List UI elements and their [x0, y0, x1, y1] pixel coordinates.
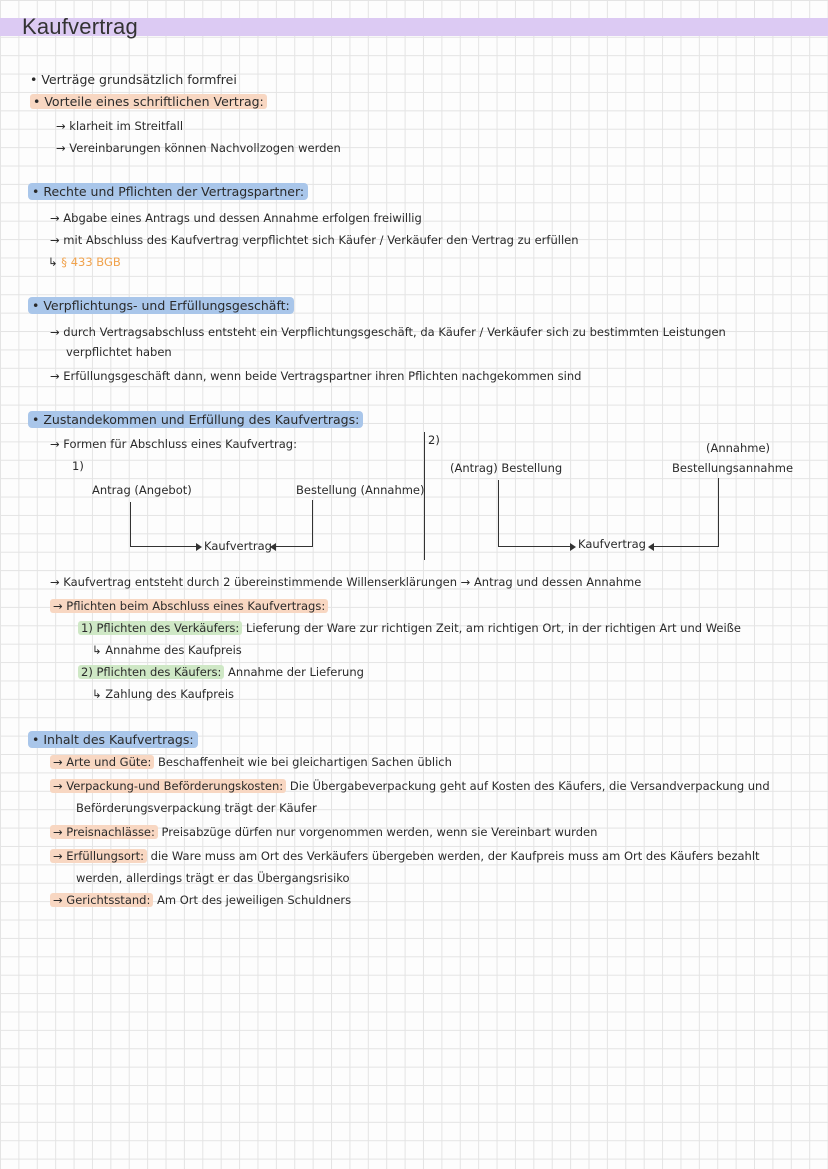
line-vertragsabschluss: → durch Vertragsabschluss entsteht ein Verpflichtungsgeschäft, da Käufer / Verkäufer sich zu bestimmten Leistungen	[50, 325, 726, 339]
diagram1-kaufvertrag: Kaufvertrag	[204, 539, 272, 553]
erfuellungsort-label: → Erfüllungsort:	[50, 849, 147, 863]
bullet-formfrei: • Verträge grundsätzlich formfrei	[30, 72, 237, 87]
preisnachlaesse-label: → Preisnachlässe:	[50, 825, 158, 839]
diagram2-bestellung: (Antrag) Bestellung	[450, 461, 563, 475]
line-freiwillig: → Abgabe eines Antrags und dessen Annahme erfolgen freiwillig	[50, 211, 422, 225]
line-pflichten-heading	[50, 598, 328, 614]
page-title: Kaufvertrag	[22, 14, 138, 39]
row-verpackung	[50, 778, 770, 794]
section-verpflichtungsgeschaeft	[28, 298, 294, 314]
row-erfuellungsort-cont: werden, allerdings trägt er das Übergangsrisiko	[76, 871, 350, 885]
diagram2-left-line	[498, 480, 499, 546]
diagram2-right-line	[718, 478, 719, 547]
diagram1-arrow-left-icon	[270, 543, 276, 551]
diagram-divider	[424, 432, 425, 560]
section-zustandekommen	[28, 412, 363, 428]
rechte-heading: • Rechte und Pflichten der Vertragspartner:	[28, 183, 308, 200]
diagram1-bottom-right-line	[276, 546, 312, 547]
line-erfuellungsgeschaeft: → Erfüllungsgeschäft dann, wenn beide Vertragspartner ihren Pflichten nachgekommen sind	[50, 369, 582, 383]
preisnachlaesse-text: Preisabzüge dürfen nur vorgenommen werden, wenn sie Vereinbart wurden	[157, 825, 598, 839]
line-annahme-kaufpreis: ↳ Annahme des Kaufpreis	[92, 643, 242, 657]
vorteile-heading: • Vorteile eines schriftlichen Vertrag:	[30, 94, 267, 109]
line-pflichten-kaeufer	[78, 664, 364, 680]
diagram1-arrow-right-icon	[196, 543, 202, 551]
diagram2-number: 2)	[428, 433, 440, 447]
diagram2-arrow-left-icon	[648, 543, 654, 551]
diagram1-number: 1)	[72, 459, 84, 473]
diagram2-arrow-right-icon	[570, 543, 576, 551]
diagram1-bottom-left-line	[130, 546, 198, 547]
verkaeufer-label: 1) Pflichten des Verkäufers:	[78, 621, 242, 635]
arte-guete-label: → Arte und Güte:	[50, 755, 154, 769]
diagram2-annahme-label: (Annahme)	[706, 441, 771, 455]
diagram1-bestellung: Bestellung (Annahme)	[296, 483, 425, 497]
verpflichtung-heading: • Verpflichtungs- und Erfüllungsgeschäft:	[28, 297, 294, 314]
bullet-vorteile	[30, 94, 267, 110]
erfuellungsort-text: die Ware muss am Ort des Verkäufers übergeben werden, der Kaufpreis muss am Ort des Käufers bezahlt	[147, 849, 760, 863]
row-gerichtsstand	[50, 892, 351, 908]
line-klarheit: → klarheit im Streitfall	[56, 119, 184, 133]
line-willenserklaerungen: → Kaufvertrag entsteht durch 2 übereinstimmende Willenserklärungen → Antrag und dessen Annahme	[50, 575, 642, 589]
diagram2-bottom-right-line	[654, 546, 718, 547]
kaeufer-text: Annahme der Lieferung	[224, 665, 364, 679]
diagram2-bottom-left-line	[498, 546, 572, 547]
verpackung-label: → Verpackung-und Beförderungskosten:	[50, 779, 286, 793]
line-verpflichtet: → mit Abschluss des Kaufvertrag verpflichtet sich Käufer / Verkäufer den Vertrag zu erfüllen	[50, 233, 579, 247]
inhalt-heading: • Inhalt des Kaufvertrags:	[28, 731, 198, 748]
diagram2-bestellungsannahme: Bestellungsannahme	[672, 461, 794, 475]
arte-guete-text: Beschaffenheit wie bei gleichartigen Sachen üblich	[154, 755, 452, 769]
line-nachvollzogen: → Vereinbarungen können Nachvollzogen werden	[56, 141, 341, 155]
pflichten-heading: → Pflichten beim Abschluss eines Kaufvertrags:	[50, 599, 328, 613]
row-verpackung-cont: Beförderungsverpackung trägt der Käufer	[76, 801, 317, 815]
zustandekommen-heading: • Zustandekommen und Erfüllung des Kaufvertrags:	[28, 411, 363, 428]
line-pflichten-verkaeufer	[78, 620, 741, 636]
diagram1-right-line	[312, 500, 313, 547]
line-formen: → Formen für Abschluss eines Kaufvertrag:	[50, 437, 297, 451]
gerichtsstand-text: Am Ort des jeweiligen Schuldners	[153, 893, 352, 907]
section-rechte-pflichten	[28, 184, 308, 200]
diagram1-left-line	[130, 502, 131, 546]
section-inhalt	[28, 732, 198, 748]
line-bgb	[48, 254, 121, 270]
diagram2-kaufvertrag: Kaufvertrag	[578, 537, 646, 551]
row-erfuellungsort	[50, 848, 760, 864]
kaeufer-label: 2) Pflichten des Käufers:	[78, 665, 224, 679]
line-verpflichtet-haben: verpflichtet haben	[66, 345, 172, 359]
row-preisnachlaesse	[50, 824, 597, 840]
gerichtsstand-label: → Gerichtsstand:	[50, 893, 153, 907]
verkaeufer-text: Lieferung der Ware zur richtigen Zeit, am richtigen Ort, in der richtigen Art und Weiße	[242, 621, 741, 635]
arrow-corner: ↳	[48, 255, 62, 269]
line-zahlung-kaufpreis: ↳ Zahlung des Kaufpreis	[92, 687, 235, 701]
diagram1-antrag: Antrag (Angebot)	[92, 483, 192, 497]
bgb-reference: § 433 BGB	[61, 255, 121, 269]
row-arte-guete	[50, 754, 452, 770]
verpackung-text: Die Übergabeverpackung geht auf Kosten des Käufers, die Versandverpackung und	[286, 779, 770, 793]
